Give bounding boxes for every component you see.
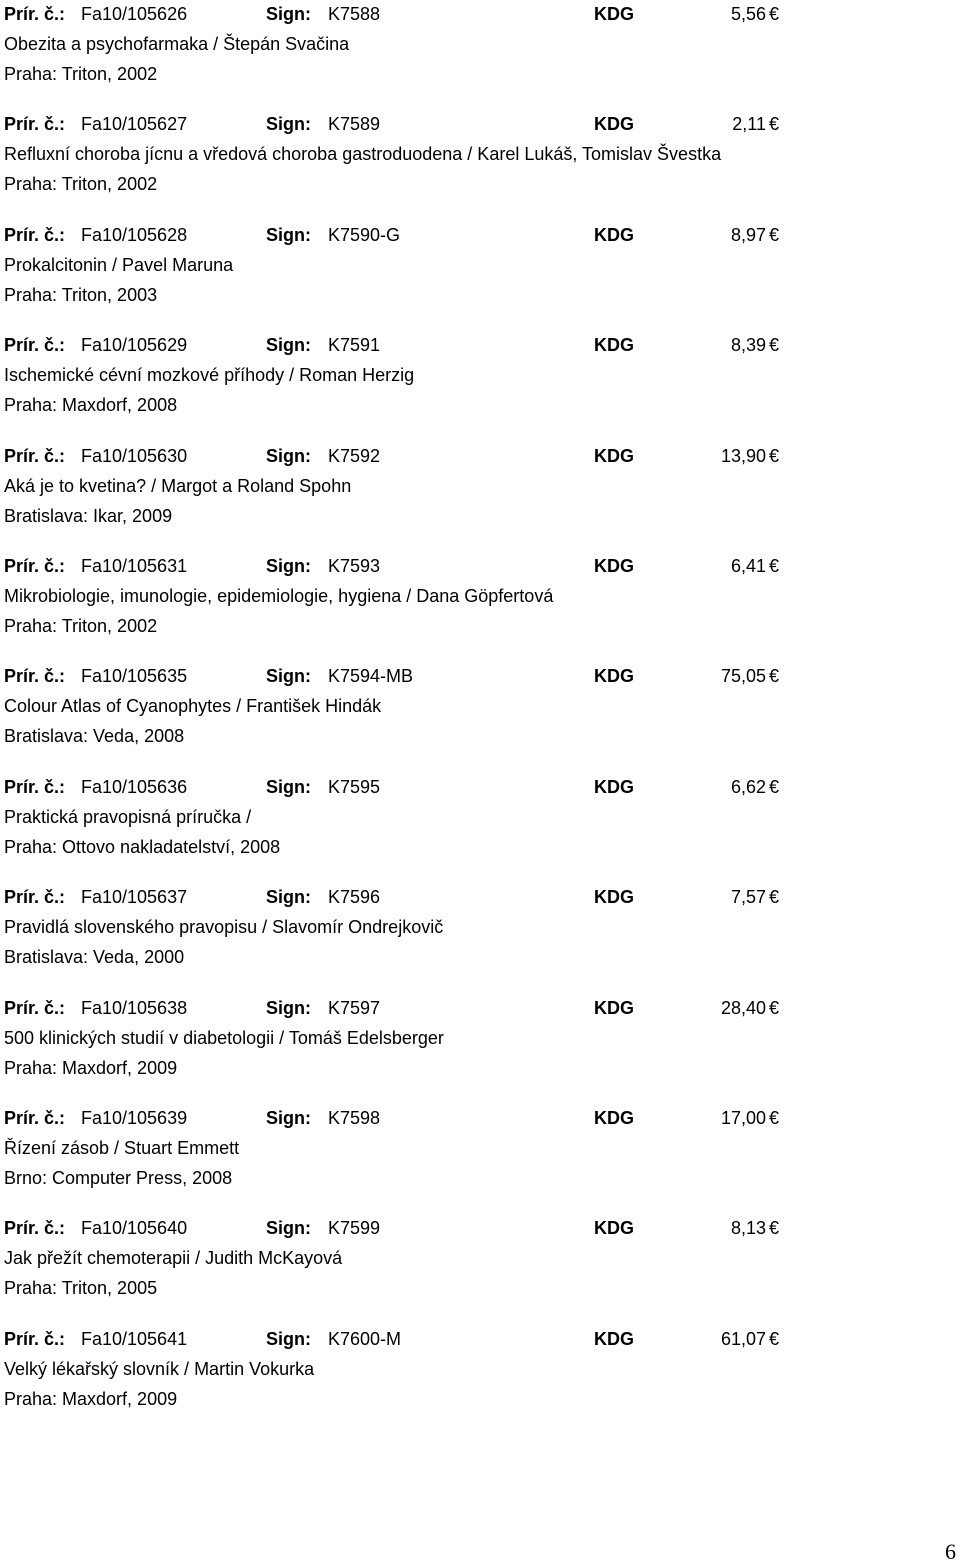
entry-header-row xyxy=(4,112,944,136)
entry-title: Praktická pravopisná príručka / xyxy=(4,806,252,827)
catalog-entry xyxy=(4,333,944,417)
entry-publisher: Praha: Triton, 2005 xyxy=(4,1278,158,1299)
kdg-label: KDG xyxy=(594,224,634,245)
sign-label: Sign: xyxy=(266,114,311,135)
sign-label: Sign: xyxy=(266,445,311,466)
currency-symbol: € xyxy=(769,1328,780,1349)
accession-label: Prír. č.: xyxy=(4,997,66,1018)
sign-value: K7594-MB xyxy=(328,666,414,687)
currency-symbol: € xyxy=(769,556,780,576)
catalog-entry xyxy=(4,1216,944,1300)
entry-publisher: Praha: Triton, 2002 xyxy=(4,616,158,636)
kdg-label: KDG xyxy=(594,556,634,576)
entry-title: 500 klinických studií v diabetologii / Tomáš Edelsberger xyxy=(4,1027,444,1048)
sign-label: Sign: xyxy=(266,224,311,245)
accession-number: Fa10/105637 xyxy=(81,887,188,908)
sign-label: Sign: xyxy=(266,776,311,797)
currency-symbol: € xyxy=(769,887,780,908)
catalog-entry xyxy=(4,444,944,528)
catalog-entry xyxy=(4,664,944,748)
entry-header-row xyxy=(4,996,944,1020)
entry-title: Řízení zásob / Stuart Emmett xyxy=(4,1138,240,1158)
sign-value: K7590-G xyxy=(328,224,401,245)
sign-value: K7588 xyxy=(328,4,381,24)
currency-symbol: € xyxy=(769,335,780,356)
catalog-entry xyxy=(4,1327,944,1411)
entry-publisher: Praha: Triton, 2003 xyxy=(4,284,158,305)
accession-number: Fa10/105626 xyxy=(81,4,188,24)
entry-title: Prokalcitonin / Pavel Maruna xyxy=(4,254,234,275)
page-number: 6 xyxy=(945,1539,956,1564)
currency-symbol: € xyxy=(769,1218,780,1239)
entry-header-row xyxy=(4,223,944,247)
sign-value: K7593 xyxy=(328,556,381,576)
entry-publisher: Bratislava: Veda, 2000 xyxy=(4,947,185,968)
entry-publisher: Praha: Triton, 2002 xyxy=(4,174,158,195)
sign-value: K7592 xyxy=(328,445,381,466)
kdg-label: KDG xyxy=(594,114,634,135)
entry-publisher: Praha: Maxdorf, 2009 xyxy=(4,1388,178,1409)
price-value: 8,39 xyxy=(730,335,766,356)
entry-publisher: Bratislava: Veda, 2008 xyxy=(4,726,185,747)
entry-title: Refluxní choroba jícnu a vředová choroba gastroduodena / Karel Lukáš, Tomislav Švestka xyxy=(4,144,722,165)
catalog-entry xyxy=(4,112,944,196)
currency-symbol: € xyxy=(769,1108,780,1128)
entry-publisher: Praha: Triton, 2002 xyxy=(4,64,158,84)
sign-label: Sign: xyxy=(266,335,311,356)
sign-label: Sign: xyxy=(266,1108,311,1128)
accession-number: Fa10/105639 xyxy=(81,1108,188,1128)
price-value: 61,07 xyxy=(720,1328,766,1349)
accession-number: Fa10/105631 xyxy=(81,556,188,576)
price-value: 75,05 xyxy=(720,666,766,687)
accession-label: Prír. č.: xyxy=(4,114,66,135)
entry-title: Velký lékařský slovník / Martin Vokurka xyxy=(4,1358,315,1379)
entry-publisher: Bratislava: Ikar, 2009 xyxy=(4,505,173,526)
sign-value: K7597 xyxy=(328,997,381,1018)
sign-value: K7589 xyxy=(328,114,381,135)
accession-label: Prír. č.: xyxy=(4,224,66,245)
catalog-entry xyxy=(4,1106,944,1190)
price-value: 7,57 xyxy=(730,887,766,908)
price-value: 6,41 xyxy=(730,556,766,576)
price-value: 6,62 xyxy=(730,776,766,797)
sign-value: K7596 xyxy=(328,887,381,908)
kdg-label: KDG xyxy=(594,666,634,687)
price-value: 2,11 xyxy=(732,114,766,135)
accession-number: Fa10/105641 xyxy=(81,1328,188,1349)
entry-header-row xyxy=(4,1106,944,1130)
accession-label: Prír. č.: xyxy=(4,556,66,576)
kdg-label: KDG xyxy=(594,1108,634,1128)
price-value: 8,97 xyxy=(730,224,766,245)
currency-symbol: € xyxy=(769,776,780,797)
entry-header-row xyxy=(4,775,944,799)
sign-label: Sign: xyxy=(266,997,311,1018)
accession-number: Fa10/105640 xyxy=(81,1218,188,1239)
accession-label: Prír. č.: xyxy=(4,1218,66,1239)
accession-label: Prír. č.: xyxy=(4,445,66,466)
entry-header-row xyxy=(4,554,944,578)
sign-value: K7598 xyxy=(328,1108,381,1128)
kdg-label: KDG xyxy=(594,4,634,24)
accession-number: Fa10/105627 xyxy=(81,114,188,135)
kdg-label: KDG xyxy=(594,335,634,356)
accession-label: Prír. č.: xyxy=(4,887,66,908)
accession-label: Prír. č.: xyxy=(4,666,66,687)
entry-header-row xyxy=(4,444,944,468)
accession-label: Prír. č.: xyxy=(4,1328,66,1349)
entry-header-row xyxy=(4,333,944,357)
price-value: 13,90 xyxy=(720,445,766,466)
catalog-entry xyxy=(4,2,944,86)
entry-publisher: Praha: Maxdorf, 2009 xyxy=(4,1057,178,1078)
accession-number: Fa10/105635 xyxy=(81,666,188,687)
entry-header-row xyxy=(4,664,944,688)
kdg-label: KDG xyxy=(594,887,634,908)
entry-header-row xyxy=(4,885,944,909)
accession-label: Prír. č.: xyxy=(4,4,66,24)
entry-title: Colour Atlas of Cyanophytes / František Hindák xyxy=(4,696,382,717)
sign-value: K7599 xyxy=(328,1218,381,1239)
entry-title: Aká je to kvetina? / Margot a Roland Spohn xyxy=(4,475,352,496)
entry-header-row xyxy=(4,1216,944,1240)
catalog-entry xyxy=(4,775,944,859)
kdg-label: KDG xyxy=(594,1218,634,1239)
currency-symbol: € xyxy=(769,4,780,24)
currency-symbol: € xyxy=(769,445,780,466)
entry-publisher: Praha: Ottovo nakladatelství, 2008 xyxy=(4,836,281,857)
sign-value: K7595 xyxy=(328,776,381,797)
sign-label: Sign: xyxy=(266,4,311,24)
kdg-label: KDG xyxy=(594,1328,634,1349)
accession-number: Fa10/105630 xyxy=(81,445,188,466)
accession-number: Fa10/105628 xyxy=(81,224,188,245)
price-value: 8,13 xyxy=(730,1218,766,1239)
price-value: 17,00 xyxy=(720,1108,766,1128)
accession-label: Prír. č.: xyxy=(4,335,66,356)
accession-number: Fa10/105629 xyxy=(81,335,188,356)
entry-header-row xyxy=(4,2,944,26)
entry-title: Ischemické cévní mozkové příhody / Roman Herzig xyxy=(4,365,415,386)
entry-publisher: Brno: Computer Press, 2008 xyxy=(4,1168,233,1188)
price-value: 28,40 xyxy=(720,997,766,1018)
sign-value: K7600-M xyxy=(328,1328,402,1349)
currency-symbol: € xyxy=(769,666,780,687)
kdg-label: KDG xyxy=(594,445,634,466)
currency-symbol: € xyxy=(769,224,780,245)
entry-title: Pravidlá slovenského pravopisu / Slavomír Ondrejkovič xyxy=(4,917,444,938)
entry-publisher: Praha: Maxdorf, 2008 xyxy=(4,395,178,416)
catalog-entry xyxy=(4,223,944,307)
accession-number: Fa10/105638 xyxy=(81,997,188,1018)
sign-label: Sign: xyxy=(266,1218,311,1239)
entry-title: Obezita a psychofarmaka / Štepán Svačina xyxy=(4,34,350,54)
entry-title: Jak přežít chemoterapii / Judith McKayová xyxy=(4,1248,343,1269)
currency-symbol: € xyxy=(769,114,780,135)
currency-symbol: € xyxy=(769,997,780,1018)
entry-title: Mikrobiologie, imunologie, epidemiologie, hygiena / Dana Göpfertová xyxy=(4,586,554,606)
kdg-label: KDG xyxy=(594,997,634,1018)
sign-label: Sign: xyxy=(266,666,311,687)
price-value: 5,56 xyxy=(730,4,766,24)
sign-label: Sign: xyxy=(266,556,311,576)
accession-label: Prír. č.: xyxy=(4,1108,66,1128)
sign-label: Sign: xyxy=(266,1328,311,1349)
accession-number: Fa10/105636 xyxy=(81,776,188,797)
sign-label: Sign: xyxy=(266,887,311,908)
sign-value: K7591 xyxy=(328,335,381,356)
accession-label: Prír. č.: xyxy=(4,776,66,797)
entry-header-row xyxy=(4,1327,944,1351)
catalog-entry xyxy=(4,554,944,638)
catalog-entry xyxy=(4,885,944,969)
catalog-entry xyxy=(4,996,944,1080)
kdg-label: KDG xyxy=(594,776,634,797)
